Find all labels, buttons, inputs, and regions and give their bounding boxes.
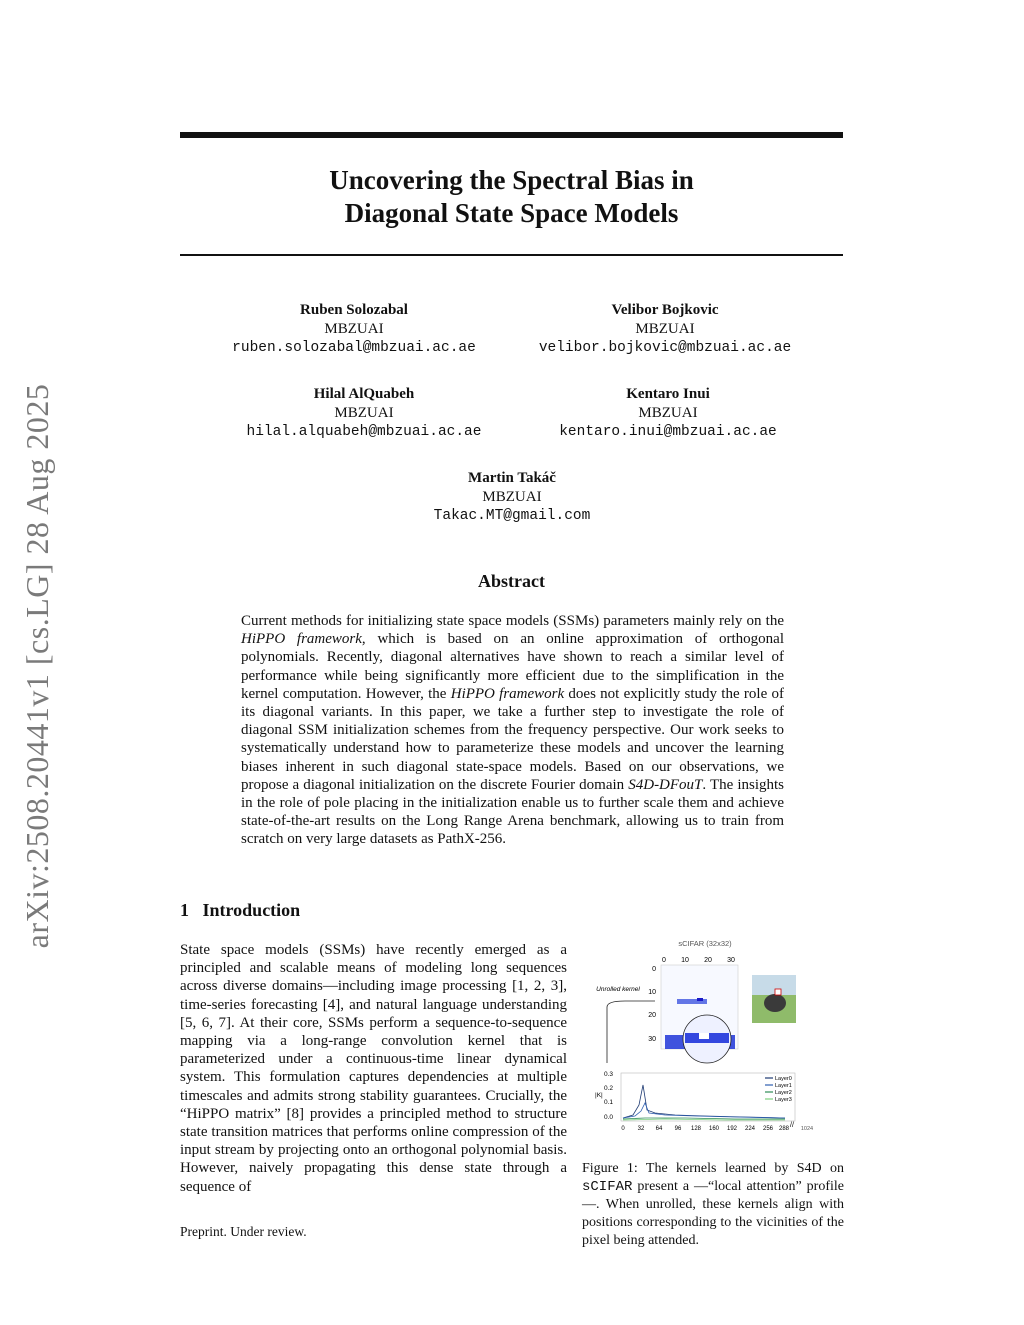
unrolled-label xyxy=(596,986,640,993)
abstract-part: . The insights in the role of pole placing in the initialization enable us to further scale them and achieve state-of-the-art results on the Long Range Arena benchmark, allowing us to train from scratch on very large datasets as PathX-256. xyxy=(241,776,784,848)
paper-title xyxy=(180,164,843,230)
author-affiliation: MBZUAI xyxy=(334,405,394,421)
tick-label: 0 xyxy=(662,957,666,964)
cifar-image-object xyxy=(764,994,786,1012)
tick-label: 0 xyxy=(621,1126,625,1132)
abstract-emphasis: S4D-DFouT xyxy=(628,776,703,793)
tick-label: 160 xyxy=(708,1126,720,1132)
tick-label: 96 xyxy=(674,1126,682,1132)
author-name: Kentaro Inui xyxy=(626,386,710,402)
tick-label: 224 xyxy=(744,1126,756,1132)
author-affiliation: MBZUAI xyxy=(482,489,542,505)
tick-label: 192 xyxy=(726,1126,738,1132)
author-block xyxy=(518,385,818,442)
abstract-part: Current methods for initializing state space models (SSMs) parameters mainly rely on the xyxy=(241,613,784,629)
tick-label: 30 xyxy=(727,957,735,964)
caption-mono: sCIFAR xyxy=(582,1179,633,1195)
tick-label: 128 xyxy=(690,1126,702,1132)
tick-label: 0.1 xyxy=(603,1099,613,1106)
legend-entry: Layer2 xyxy=(775,1090,792,1096)
zoom-highlight xyxy=(699,1033,709,1039)
tick-label: 288 xyxy=(778,1126,790,1132)
tick-label: 64 xyxy=(655,1126,663,1132)
abstract-part: , which is based on an online approximation of orthogonal polynomials. Recently, diagonal alternatives have shown to reach a similar level of performance while being significantly more efficient due to the simplification in the kernel computation. However, the xyxy=(241,631,784,702)
tick-label: 32 xyxy=(637,1126,645,1132)
author-name: Ruben Solozabal xyxy=(300,302,408,318)
tick-label: 20 xyxy=(704,957,712,964)
tick-label: 20 xyxy=(648,1012,656,1019)
pixel-marker xyxy=(775,989,781,995)
author-name: Velibor Bojkovic xyxy=(611,302,719,318)
unrolled-arrow xyxy=(607,1001,655,1007)
axis-break-icon: // xyxy=(790,1122,794,1129)
abstract-heading: Abstract xyxy=(478,571,545,591)
arxiv-stamp: arXiv:2508.20441v1 [cs.LG] 28 Aug 2025 xyxy=(19,383,55,949)
title-line-2: Diagonal State Space Models xyxy=(344,198,679,228)
caption-part: Figure 1: The kernels learned by S4D on xyxy=(582,1161,844,1176)
abstract-part: does not explicitly study the role of its diagonal variants. In this paper, we take a further step to investigate the role of diagonal SSM initialization schemes from the frequency perspective. Our work seeks to systematically understand how to parameterize these models and uncover the learning biases inherent in such diagonal state-space models. Based on our observations, we propose a diagonal initialization on the discrete Fourier domain xyxy=(241,685,784,793)
caption-part: present a —“local attention” profile—. When unrolled, these kernels align with positions corresponding to the vicinities of the pixel being attended. xyxy=(582,1179,844,1248)
author-email: hilal.alquabeh@mbzuai.ac.ae xyxy=(246,424,482,440)
tick-label: 0.0 xyxy=(603,1114,613,1121)
legend-entry: Layer3 xyxy=(775,1097,792,1103)
author-block xyxy=(204,301,504,358)
tick-label: 0.3 xyxy=(603,1071,613,1078)
introduction-text: State space models (SSMs) have recently emerged as a principled and scalable means of modeling long sequences across diverse domains—including image processing [1, 2, 3], time-series forecasting [4], and natural language understanding [5, 6, 7]. At their core, SSMs perform a sequence-to-sequence mapping via a long-range convolution kernel that is parameterized under a continuous-time linear dynamical system. This formulation captures dependencies at multiple timescales and admits strong stability guarantees. Crucially, the “HiPPO matrix” [8] provides a principled method to structure state transition matrices that performs online compression of the input stream by projecting onto an orthogonal polynomial basis. However, naively propagating this dense state through a sequence of xyxy=(180,942,567,1195)
title-line-1: Uncovering the Spectral Bias in xyxy=(329,165,694,195)
legend-entry: Layer0 xyxy=(775,1076,792,1082)
author-affiliation: MBZUAI xyxy=(324,321,384,337)
author-block xyxy=(362,469,662,526)
author-affiliation: MBZUAI xyxy=(638,405,698,421)
abstract-emphasis: HiPPO framework xyxy=(241,631,362,648)
cifar-image-sky xyxy=(752,975,796,995)
author-email: ruben.solozabal@mbzuai.ac.ae xyxy=(232,340,476,356)
author-name: Hilal AlQuabeh xyxy=(313,386,415,402)
tick-label: 10 xyxy=(681,957,689,964)
figure-title: sCIFAR (32x32) xyxy=(678,939,732,948)
tick-label: 1024 xyxy=(800,1126,814,1132)
tick-label: 256 xyxy=(762,1126,774,1132)
author-name: Martin Takáč xyxy=(468,470,556,486)
legend-entry: Layer1 xyxy=(775,1083,792,1089)
tick-label: 10 xyxy=(648,989,656,996)
abstract-emphasis: HiPPO framework xyxy=(450,685,565,702)
abstract-text xyxy=(241,612,784,849)
heatmap-band xyxy=(697,998,703,1001)
title-rule-bottom xyxy=(180,254,843,256)
figure-1 xyxy=(585,935,847,1135)
y-axis-label: |K| xyxy=(595,1092,603,1099)
tick-label: 0 xyxy=(652,966,656,973)
tick-label: 30 xyxy=(648,1036,656,1043)
title-rule-top xyxy=(180,132,843,138)
tick-label: 0.2 xyxy=(603,1085,613,1092)
section-heading-introduction: 1 Introduction xyxy=(180,900,301,920)
author-email: velibor.bojkovic@mbzuai.ac.ae xyxy=(538,340,792,356)
figure-1-caption xyxy=(582,1160,844,1250)
author-affiliation: MBZUAI xyxy=(635,321,695,337)
author-block xyxy=(214,385,514,442)
author-email: Takac.MT@gmail.com xyxy=(433,508,591,524)
author-block xyxy=(515,301,815,358)
preprint-footnote: Preprint. Under review. xyxy=(180,1224,307,1239)
line-plot-frame xyxy=(621,1073,795,1121)
author-email: kentaro.inui@mbzuai.ac.ae xyxy=(559,424,777,440)
unrolled-label-text: Unrolled kernel xyxy=(596,986,640,993)
